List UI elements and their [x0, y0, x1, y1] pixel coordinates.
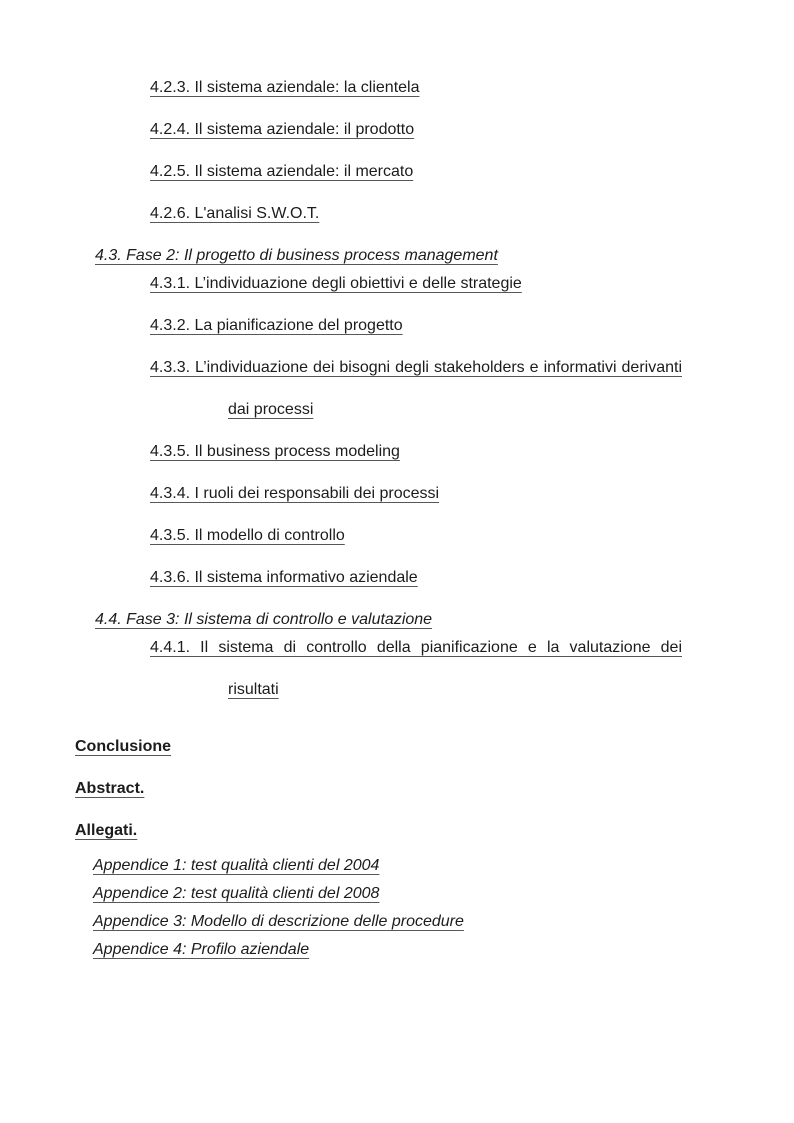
toc-entry: 4.2.6. L'analisi S.W.O.T.	[150, 205, 320, 222]
toc-entry: 4.3.1. L’individuazione degli obiettivi e delle strategie	[150, 275, 522, 292]
toc-entry: 4.4.1. Il sistema di controllo della pianificazione e la valutazione dei	[150, 639, 682, 656]
toc-entry-continuation: dai processi	[228, 401, 314, 418]
toc-entry-appendix: Appendice 4: Profilo aziendale	[93, 941, 310, 958]
toc-entry: 4.3.5. Il modello di controllo	[150, 527, 345, 544]
toc-entry-chapter: Conclusione	[75, 738, 172, 755]
toc-entry: 4.2.5. Il sistema aziendale: il mercato	[150, 163, 414, 180]
table-of-contents	[75, 77, 754, 961]
toc-entry-chapter: Abstract.	[75, 780, 145, 797]
toc-entry: 4.3.2. La pianificazione del progetto	[150, 317, 403, 334]
toc-entry: 4.3.6. Il sistema informativo aziendale	[150, 569, 418, 586]
toc-entry: 4.3.3. L’individuazione dei bisogni degli stakeholders e informativi derivanti	[150, 359, 682, 376]
toc-entry-appendix: Appendice 1: test qualità clienti del 2004	[93, 857, 380, 874]
toc-entry: 4.3.4. I ruoli dei responsabili dei processi	[150, 485, 440, 502]
toc-entry-chapter: Allegati.	[75, 822, 138, 839]
toc-entry-section: 4.4. Fase 3: Il sistema di controllo e valutazione	[95, 611, 433, 628]
toc-entry: 4.2.4. Il sistema aziendale: il prodotto	[150, 121, 415, 138]
toc-entry-section: 4.3. Fase 2: Il progetto di business process management	[95, 247, 498, 264]
toc-entry: 4.2.3. Il sistema aziendale: la clientela	[150, 79, 420, 96]
toc-entry-continuation: risultati	[228, 681, 279, 698]
toc-entry-appendix: Appendice 2: test qualità clienti del 2008	[93, 885, 380, 902]
toc-entry-appendix: Appendice 3: Modello di descrizione delle procedure	[93, 913, 464, 930]
toc-entry: 4.3.5. Il business process modeling	[150, 443, 400, 460]
